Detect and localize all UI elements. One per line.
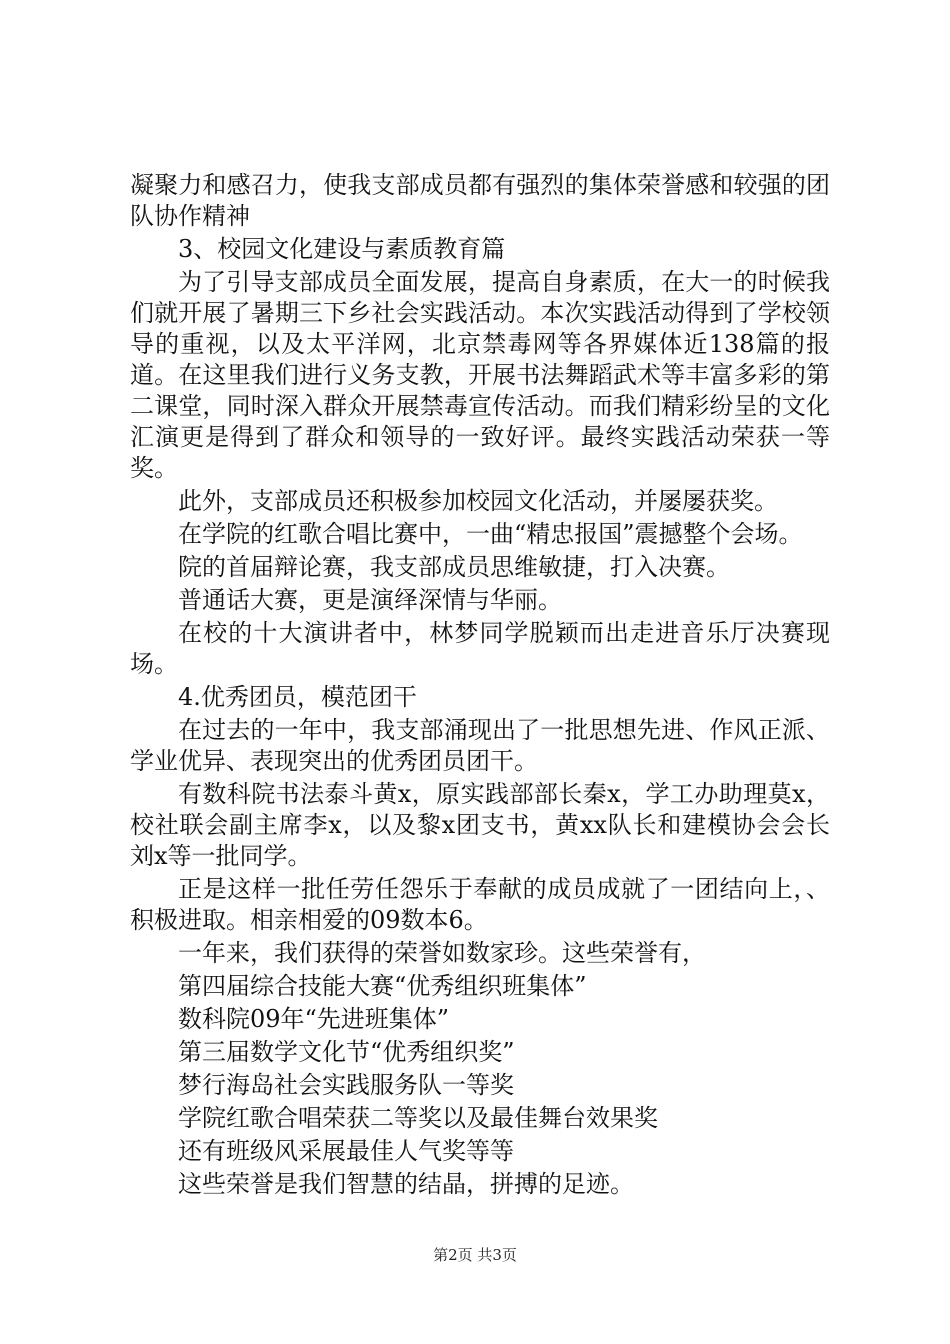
paragraph-red-song: 在学院的红歌合唱比赛中，一曲“精忠报国”震撼整个会场。 (178, 520, 803, 548)
paragraph-honors-intro: 一年来，我们获得的荣誉如数家珍。这些荣誉有， (178, 939, 706, 967)
paragraph-campus-activities: 此外，支部成员还积极参加校园文化活动，并屡屡获奖。 (178, 487, 778, 515)
paragraph-mandarin: 普通话大赛，更是演绎深情与华丽。 (178, 586, 562, 614)
paragraph-1: 凝聚力和感召力，使我支部成员都有强烈的集体荣誉感和较强的团队协作精神 (130, 171, 830, 230)
honor-item: 第四届综合技能大赛“优秀组织班集体” (178, 972, 587, 1000)
honor-item: 数科院09年“先进班集体” (178, 1005, 450, 1033)
document-body (130, 170, 830, 1202)
honor-item: 还有班级风采展最佳人气奖等等 (178, 1137, 514, 1165)
paragraph-member-list: 有数科院书法泰斗黄x，原实践部部长秦x，学工办助理莫x，校社联会副主席李x，以及黎x团支书，黄xx队长和建模协会会长刘x等一批同学。 (130, 780, 830, 870)
paragraph-outstanding-members: 在过去的一年中，我支部涌现出了一批思想先进、作风正派、学业优异、表现突出的优秀团员团干。 (130, 716, 830, 775)
honor-item: 学院红歌合唱荣获二等奖以及最佳舞台效果奖 (178, 1104, 658, 1132)
honor-item: 第三届数学文化节“优秀组织奖” (178, 1038, 515, 1066)
section-heading-3: 3、校园文化建设与素质教育篇 (178, 235, 506, 263)
paragraph-speech: 在校的十大演讲者中，林梦同学脱颖而出走进音乐厅决赛现场。 (130, 619, 830, 678)
paragraph-team-spirit: 正是这样一批任劳任怨乐于奉献的成员成就了一团结向上，、积极进取。相亲相爱的09数本6。 (130, 875, 830, 934)
section-heading-4: 4.优秀团员，模范团干 (178, 683, 417, 711)
paragraph-closing: 这些荣誉是我们智慧的结晶，拼搏的足迹。 (178, 1170, 634, 1198)
paragraph-debate: 院的首届辩论赛，我支部成员思维敏捷，打入决赛。 (178, 553, 730, 581)
honor-item: 梦行海岛社会实践服务队一等奖 (178, 1071, 514, 1099)
page-number-footer: 第2页 共3页 (433, 1246, 517, 1264)
paragraph-practice-activity: 为了引导支部成员全面发展，提高自身素质，在大一的时候我们就开展了暑期三下乡社会实践活动。本次实践活动得到了学校领导的重视，以及太平洋网，北京禁毒网等各界媒体近138篇的报道。在这里我们进行义务支教，开展书法舞蹈武术等丰富多彩的第二课堂，同时深入群众开展禁毒宣传活动。而我们精彩纷呈的文化汇演更是得到了群众和领导的一致好评。最终实践活动荣获一等奖。 (130, 268, 830, 482)
